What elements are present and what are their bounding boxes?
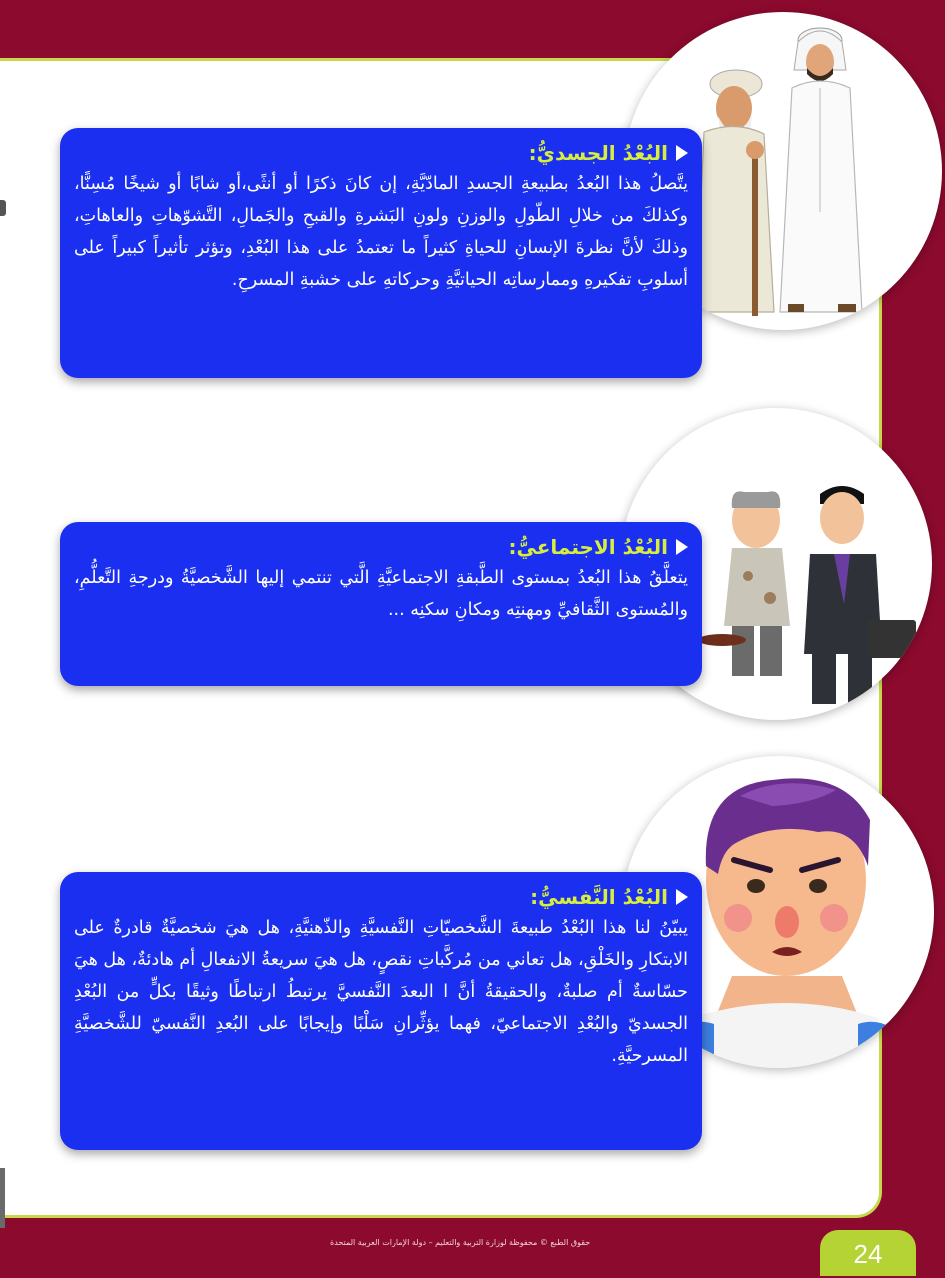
page-edge-tab (0, 1168, 5, 1228)
section-title-text: البُعْدُ الاجتماعيُّ: (508, 535, 668, 559)
section-card-physical (60, 128, 702, 378)
section-title-text: البُعْدُ الجسديُّ: (528, 141, 668, 165)
page-number: 24 (820, 1230, 916, 1276)
bullet-triangle-icon (676, 145, 688, 161)
section-title (74, 138, 688, 168)
bullet-triangle-icon (676, 889, 688, 905)
section-body: يتَّصلُ هذا البُعدُ بطبيعةِ الجسدِ المادّيَّةِ، إن كانَ ذكرًا أو أنثًى،أو شابًا أو شيخًا مُسِنًّا، وكذلكَ من خلالِ الطّولِ والوزنِ ولونِ البَشرةِ والقبحِ والجَمالِ، التَّشوّهاتِ والعاهاتِ، وذلكَ لأنَّ نظرةَ الإنسانِ للحياةِ كثيراً ما تعتمدُ على هذا البُعْدِ، وتؤثر تأثيراً كبيراً على أسلوبِ تفكيرهِ وممارساتِه الحياتيَّةِ وحركاتهِ على خشبةِ المسرحِ. (74, 174, 688, 290)
section-body: يبيّنُ لنا هذا البُعْدُ طبيعةَ الشَّخصيّاتِ النَّفسيَّةِ والذّهنيَّةِ، هل هيَ شخصيَّةٌ قادرةٌ على الابتكارِ والخَلْقِ، هل تعاني من مُركَّباتِ نقصٍ، هل هيَ سريعةُ الانفعالِ أم هادئةٌ، هل هيَ حسّاسةٌ أم صلبةٌ، والحقيقةُ أنَّ ا البعدَ النَّفسيَّ يرتبطُ ارتباطًا وثيقًا بكلٍّ من البُعْدِ الجسديّ والبُعْدِ الاجتماعيّ، فهما يؤثِّرانِ سَلْبًا وإيجابًا على البُعدِ النَّفسيّ للشَّخصيَّةِ المسرحيَّةِ. (74, 918, 688, 1066)
bullet-triangle-icon (676, 539, 688, 555)
section-card-social (60, 522, 702, 686)
section-body: يتعلَّقُ هذا البُعدُ بمستوى الطَّبقةِ الاجتماعيَّةِ الَّتي تنتمي إليها الشَّخصيَّةُ ودرجةِ التَّعلُّمِ، والمُستوى الثَّقافيِّ ومهنتِه ومكانِ سكنِه ... (74, 568, 688, 620)
page-edge-tab (0, 200, 6, 216)
section-card-psychological (60, 872, 702, 1150)
section-title (74, 882, 688, 912)
section-title (74, 532, 688, 562)
section-title-text: البُعْدُ النَّفسيُّ: (530, 885, 668, 909)
copyright-notice: حقوق الطبع © محفوظة لوزارة التربية والتعليم – دولة الإمارات العربية المتحدة (330, 1238, 591, 1247)
